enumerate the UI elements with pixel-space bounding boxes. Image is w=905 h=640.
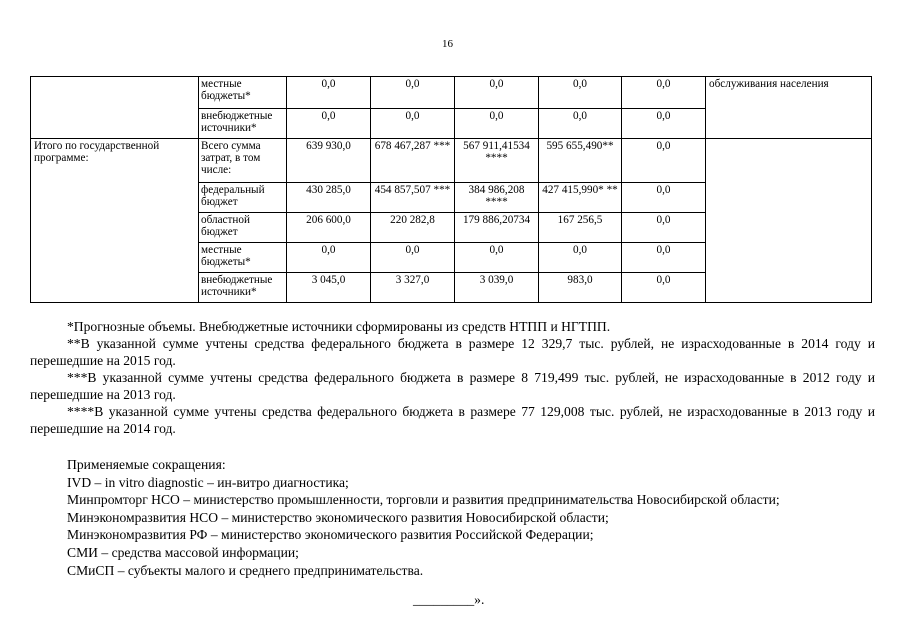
- table-row: [31, 139, 872, 183]
- value-cell: 0,0: [622, 243, 706, 273]
- value-cell: 3 039,0: [455, 273, 539, 303]
- value-cell: 0,0: [287, 243, 371, 273]
- abbreviation-item: IVD – in vitro diagnostic – ин-витро диагностика;: [67, 474, 349, 490]
- value-cell: 220 282,8: [371, 213, 455, 243]
- page-number: 16: [442, 38, 453, 50]
- abbreviation-item: СМиСП – субъекты малого и среднего предпринимательства.: [67, 562, 424, 578]
- value-cell: 0,0: [371, 77, 455, 109]
- value-cell: 983,0: [539, 273, 622, 303]
- value-cell: 678 467,287 ***: [371, 139, 455, 183]
- value-cell: 0,0: [287, 77, 371, 109]
- footnote: **В указанной сумме учтены средства федерального бюджета в размере 12 329,7 тыс. рублей, не израсходованные в 2014 году и перешедшие на 2015 год.: [30, 336, 875, 368]
- budget-table: [30, 76, 872, 303]
- value-cell: 0,0: [371, 243, 455, 273]
- value-cell: 0,0: [622, 213, 706, 243]
- value-cell: 0,0: [455, 243, 539, 273]
- abbreviation-item: СМИ – средства массовой информации;: [67, 544, 299, 560]
- table-row: [31, 77, 872, 109]
- source-cell: Всего сумма затрат, в том числе:: [199, 139, 287, 183]
- value-cell: 179 886,20734: [455, 213, 539, 243]
- note-cell: обслуживания населения: [706, 77, 872, 139]
- value-cell: 0,0: [622, 109, 706, 139]
- value-cell: 0,0: [455, 77, 539, 109]
- value-cell: 639 930,0: [287, 139, 371, 183]
- value-cell: 427 415,990* **: [539, 183, 622, 213]
- value-cell: 0,0: [622, 183, 706, 213]
- source-cell: федеральный бюджет: [199, 183, 287, 213]
- program-total-cell: Итого по государственной программе:: [31, 139, 199, 303]
- value-cell: 167 256,5: [539, 213, 622, 243]
- value-cell: 0,0: [287, 109, 371, 139]
- value-cell: 567 911,41534 ****: [455, 139, 539, 183]
- source-cell: внебюджетные источники*: [199, 273, 287, 303]
- source-cell: внебюджетные источники*: [199, 109, 287, 139]
- footnote: ****В указанной сумме учтены средства федерального бюджета в размере 77 129,008 тыс. рублей, не израсходованные в 2013 году и перешедшие на 2014 год.: [30, 404, 875, 436]
- value-cell: 3 327,0: [371, 273, 455, 303]
- value-cell: 0,0: [622, 139, 706, 183]
- closing-mark: _________».: [413, 592, 485, 607]
- source-cell: местные бюджеты*: [199, 243, 287, 273]
- value-cell: 0,0: [371, 109, 455, 139]
- source-cell: местные бюджеты*: [199, 77, 287, 109]
- footnote: ***В указанной сумме учтены средства федерального бюджета в размере 8 719,499 тыс. рублей, не израсходованные в 2012 году и перешедшие на 2013 год.: [30, 370, 875, 402]
- footnote: *Прогнозные объемы. Внебюджетные источники сформированы из средств НТПП и НГТПП.: [67, 319, 611, 334]
- value-cell: 0,0: [622, 273, 706, 303]
- value-cell: 0,0: [539, 77, 622, 109]
- abbreviation-item: Минэкономразвития НСО – министерство экономического развития Новосибирской области;: [67, 509, 609, 525]
- value-cell: 0,0: [622, 77, 706, 109]
- value-cell: 0,0: [539, 243, 622, 273]
- value-cell: 206 600,0: [287, 213, 371, 243]
- value-cell: 384 986,208 ****: [455, 183, 539, 213]
- value-cell: 595 655,490**: [539, 139, 622, 183]
- footnotes: [30, 318, 875, 437]
- abbreviations-title: Применяемые сокращения:: [67, 457, 226, 472]
- value-cell: 454 857,507 ***: [371, 183, 455, 213]
- value-cell: 430 285,0: [287, 183, 371, 213]
- source-cell: областной бюджет: [199, 213, 287, 243]
- abbreviations-list: [67, 456, 780, 579]
- value-cell: 3 045,0: [287, 273, 371, 303]
- value-cell: 0,0: [539, 109, 622, 139]
- abbreviation-item: Минпромторг НСО – министерство промышленности, торговли и развития предпринимательства Новосибирской области;: [67, 492, 780, 508]
- value-cell: 0,0: [455, 109, 539, 139]
- program-cell: [31, 77, 199, 139]
- abbreviation-item: Минэкономразвития РФ – министерство экономического развития Российской Федерации;: [67, 527, 594, 543]
- note-cell: [706, 139, 872, 303]
